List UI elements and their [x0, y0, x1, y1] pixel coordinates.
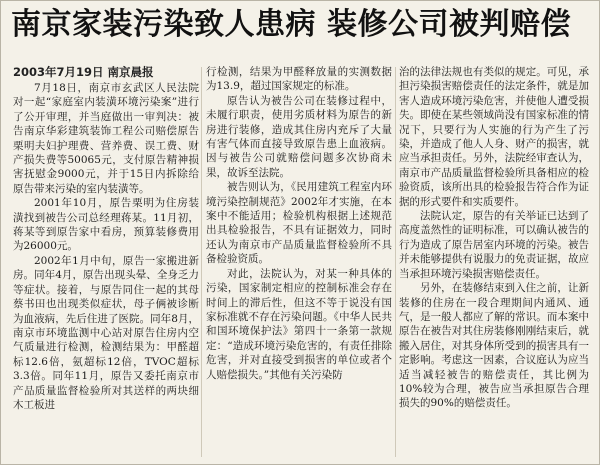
paragraph: 法院认定，原告的有关举证已达到了高度盖然性的证明标准，可以确认被告的行为造成了原告居室内环境的污染。被告并未能够提供有说服力的免责证据，故应当承担环境污染损害赔偿责任。	[399, 210, 589, 280]
dateline: 2003年7月19日 南京晨报	[13, 65, 154, 79]
article-column-2	[206, 65, 392, 461]
column-divider	[395, 67, 396, 457]
column-divider	[201, 67, 202, 457]
paragraph: 另外，在装修结束到入住之前，让新装修的住房在一段合理期间内通风、通气，是一般人都应了解的常识。而本案中原告在被告对其住房装修刚刚结束后，就搬入居住，对其身体所受到的损害具有一定影响。考虑这一因素，合议庭认为应当适当减轻被告的赔偿责任，其比例为10%较为合理，被告应当承担原告合理损失的90%的赔偿责任。	[399, 282, 589, 410]
paragraph: 被告则认为，《民用建筑工程室内环境污染控制规范》2002年才实施，在本案中不能适用；检验机构根据上述规范出具检验报告，不具有证据效力，同时还认为南京市产品质量监督检验所不具备检验资质。	[206, 181, 392, 266]
paragraph: 对此，法院认为，对某一种具体的污染，国家制定相应的控制标准会存在时间上的滞后性，但这不等于说没有国家标准就不存在污染问题。《中华人民共和国环境保护法》第四十一条第一款规定：“造成环境污染危害的，有责任排除危害，并对直接受到损害的单位或者个人赔偿损失。”其他有关污染防	[206, 267, 392, 381]
article-column-1	[13, 81, 199, 461]
paragraph: 2002年1月中旬，原告一家搬进新房。同年4月，原告出现头晕、全身乏力等症状。接着，与原告同住一起的其母蔡书田也出现类似症状，母子俩被诊断为血液病，先后住进了医院。同年8月，南京市环境监测中心站对原告住房内空气质量进行检测，检测结果为：甲醛超标12.6倍，氨超标12倍，TVOC超标3.3倍。同年11月，原告又委托南京市产品质量监督检验所对其送样的两块细木工板进	[13, 254, 199, 411]
paragraph: 行检测，结果为甲醛释放量的实测数据为13.9，超过国家规定的标准。	[206, 66, 392, 93]
paragraph: 原告认为被告公司在装修过程中，未履行职责，使用劣质材料为原告的新房进行装修，造成其住房内充斥了大量有害气体而直接导致原告患上血液病。因与被告公司就赔偿问题多次协商未果，故诉至法院。	[206, 94, 392, 179]
paragraph: 7月18日，南京市玄武区人民法院对一起“家庭室内装潢环境污染案”进行了公开审理，并当庭做出一审判决：被告南京华彩建筑装饰工程公司赔偿原告栗明夫妇护理费、营养费、误工费、财产损失费等50065元，支付原告精神损害抚慰金9000元，并于15日内拆除给原告带来污染的室内装潢等。	[13, 82, 199, 195]
paragraph: 2001年10月，原告栗明为住房装潢找到被告公司总经理蒋某。11月初，蒋某等到原告家中看房，预算装修费用为26000元。	[13, 197, 199, 253]
article-column-3	[399, 65, 589, 461]
paragraph: 治的法律法规也有类似的规定。可见，承担污染损害赔偿责任的法定条件，就是加害人造成环境污染危害，并使他人遭受损失。即使在某些领域尚没有国家标准的情况下，只要行为人实施的行为产生了污染，并造成了他人人身、财产的损害，就应当承担责任。另外，法院经审查认为，南京市产品质量监督检验所具备相应的检验资质，该所出具的检验报告符合作为证据的形式要件和实质要件。	[399, 66, 589, 208]
headline: 南京家装污染致人患病 装修公司被判赔偿	[11, 7, 571, 42]
